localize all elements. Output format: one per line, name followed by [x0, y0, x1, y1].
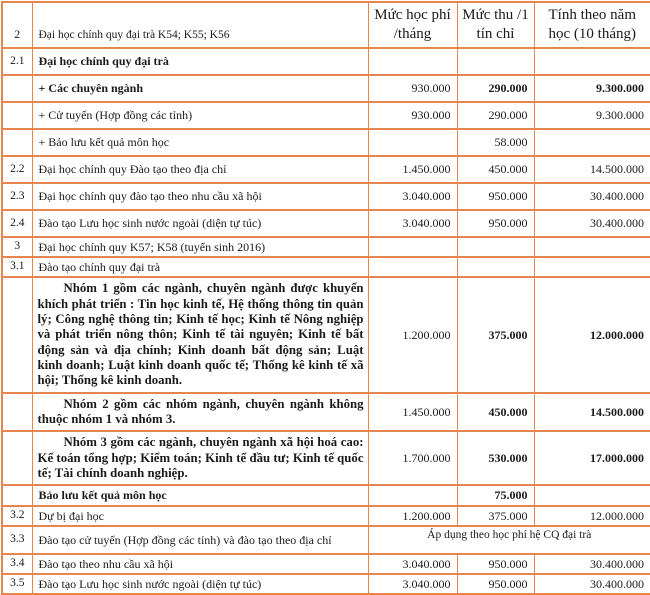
row-fee-year: 30.400.000 — [534, 183, 650, 210]
column-header-fee-credit: Mức thu /1 tín chỉ — [457, 2, 534, 48]
row-num: 2.1 — [2, 48, 32, 75]
row-fee-month: 930.000 — [368, 75, 457, 102]
row-num — [2, 393, 32, 432]
row-fee-year: 12.000.000 — [534, 277, 650, 392]
row-desc: Đào tạo theo nhu cầu xã hội — [32, 554, 368, 574]
row-fee-credit: 950.000 — [457, 574, 534, 594]
table-row — [2, 129, 650, 156]
table-row — [2, 237, 650, 257]
column-header-fee-month: Mức học phí /tháng — [368, 2, 457, 48]
row-fee-credit: 58.000 — [457, 129, 534, 156]
row-fee-month: 1.700.000 — [368, 431, 457, 485]
row-num: 3.5 — [2, 574, 32, 594]
row-fee-month: 1.200.000 — [368, 506, 457, 526]
table-row — [2, 257, 650, 277]
row-fee-month: 1.450.000 — [368, 393, 457, 432]
row-desc: + Cử tuyển (Hợp đồng các tỉnh) — [32, 102, 368, 129]
row-desc: Đại học chính quy Đào tạo theo địa chỉ — [32, 156, 368, 183]
row-fee-year — [534, 237, 650, 257]
row-fee-month — [368, 257, 457, 277]
row-fee-month — [368, 48, 457, 75]
row-num — [2, 75, 32, 102]
row-fee-month — [368, 237, 457, 257]
row-num: 2.3 — [2, 183, 32, 210]
row-desc: Đào tạo Lưu học sinh nước ngoài (diện tự túc) — [32, 210, 368, 237]
row-fee-credit: 450.000 — [457, 156, 534, 183]
row-num — [2, 485, 32, 505]
row-fee-year — [534, 48, 650, 75]
column-header-fee-year: Tính theo năm học (10 tháng) — [534, 2, 650, 48]
row-fee-credit: 375.000 — [457, 277, 534, 392]
table-row — [2, 75, 650, 102]
row-num — [2, 102, 32, 129]
row-desc: Đại học chính quy đào tạo theo nhu cầu xã hội — [32, 183, 368, 210]
row-fee-credit: 450.000 — [457, 393, 534, 432]
table-row — [2, 277, 650, 392]
row-num — [2, 129, 32, 156]
row-fee-credit — [457, 237, 534, 257]
row-num: 2.4 — [2, 210, 32, 237]
row-fee-year: 14.500.000 — [534, 393, 650, 432]
row-desc: Đại học chính quy đại trà — [32, 48, 368, 75]
table-row — [2, 183, 650, 210]
row-desc: Nhóm 1 gồm các ngành, chuyên ngành được khuyến khích phát triển : Tin học kinh tế, Hệ thống thông tin quản lý; Công nghệ thông tin; Kinh tế học; Kinh tế Nông nghiệp và phát triển nông thôn; Kinh tế tài nguyên; Kinh tế bất động sản và địa chính; Kinh doanh bất động sản; Luật kinh doanh; Luật kinh doanh quốc tế; Thống kê kinh tế xã hội; Thống kê kinh doanh. — [32, 277, 368, 392]
row-fee-month: 3.040.000 — [368, 210, 457, 237]
row-desc: Dự bị đại học — [32, 506, 368, 526]
row-fee-year: 9.300.000 — [534, 102, 650, 129]
header-section-description: Đại học chính quy đại trà K54; K55; K56 — [32, 2, 368, 48]
table-row — [2, 210, 650, 237]
row-fee-month — [368, 485, 457, 505]
table-row — [2, 506, 650, 526]
table-row — [2, 156, 650, 183]
row-fee-credit: 375.000 — [457, 506, 534, 526]
row-fee-credit: 75.000 — [457, 485, 534, 505]
row-fee-year — [534, 129, 650, 156]
row-desc: Đào tạo cử tuyển (Hợp đồng các tỉnh) và đào tạo theo địa chỉ — [32, 526, 368, 554]
row-fee-year: 14.500.000 — [534, 156, 650, 183]
row-fee-credit — [457, 257, 534, 277]
row-fee-month: 3.040.000 — [368, 554, 457, 574]
row-fee-month: 1.450.000 — [368, 156, 457, 183]
row-num: 3.3 — [2, 526, 32, 554]
table-row — [2, 393, 650, 432]
row-num: 3.4 — [2, 554, 32, 574]
row-desc: Bảo lưu kết quả môn học — [32, 485, 368, 505]
table-row — [2, 48, 650, 75]
row-fee-month: 930.000 — [368, 102, 457, 129]
table-row — [2, 574, 650, 594]
row-fee-credit: 290.000 — [457, 102, 534, 129]
row-fee-month: 3.040.000 — [368, 574, 457, 594]
table-body — [2, 48, 650, 594]
table-row — [2, 526, 650, 554]
row-fee-year: 12.000.000 — [534, 506, 650, 526]
header-section-number: 2 — [2, 2, 32, 48]
row-desc: + Bảo lưu kết quả môn học — [32, 129, 368, 156]
row-fee-credit: 290.000 — [457, 75, 534, 102]
row-fee-year: 17.000.000 — [534, 431, 650, 485]
row-fee-credit: 950.000 — [457, 210, 534, 237]
row-fee-credit: 950.000 — [457, 183, 534, 210]
row-fee-month: 3.040.000 — [368, 183, 457, 210]
row-desc: + Các chuyên ngành — [32, 75, 368, 102]
row-fee-year — [534, 257, 650, 277]
row-fee-credit — [457, 48, 534, 75]
table-row — [2, 431, 650, 485]
row-num: 2.2 — [2, 156, 32, 183]
row-fee-credit: 950.000 — [457, 554, 534, 574]
row-fee-year: 30.400.000 — [534, 574, 650, 594]
table-row — [2, 485, 650, 505]
row-fee-year: 9.300.000 — [534, 75, 650, 102]
row-num — [2, 277, 32, 392]
row-desc: Nhóm 2 gồm các nhóm ngành, chuyên ngành không thuộc nhóm 1 và nhóm 3. — [32, 393, 368, 432]
row-fee-year: 30.400.000 — [534, 554, 650, 574]
row-num: 3 — [2, 237, 32, 257]
header-row — [2, 2, 650, 48]
row-fee-month: 1.200.000 — [368, 277, 457, 392]
tuition-table — [1, 1, 650, 595]
table-row — [2, 554, 650, 574]
row-desc: Đào tạo Lưu học sinh nước ngoài (diện tự túc) — [32, 574, 368, 594]
row-num — [2, 431, 32, 485]
row-fee-month — [368, 129, 457, 156]
row-fee-credit: 530.000 — [457, 431, 534, 485]
row-fee-year — [534, 485, 650, 505]
row-num: 3.1 — [2, 257, 32, 277]
row-note: Áp dụng theo học phí hệ CQ đại trà — [368, 526, 650, 554]
row-fee-year: 30.400.000 — [534, 210, 650, 237]
row-desc: Nhóm 3 gồm các ngành, chuyên ngành xã hội hoá cao: Kế toán tổng hợp; Kiểm toán; Kinh tế đầu tư; Kinh tế quốc tế; Tài chính doanh nghiệp. — [32, 431, 368, 485]
row-desc: Đào tạo chính quy đại trà — [32, 257, 368, 277]
row-num: 3.2 — [2, 506, 32, 526]
row-desc: Đại học chính quy K57; K58 (tuyển sinh 2016) — [32, 237, 368, 257]
table-row — [2, 102, 650, 129]
